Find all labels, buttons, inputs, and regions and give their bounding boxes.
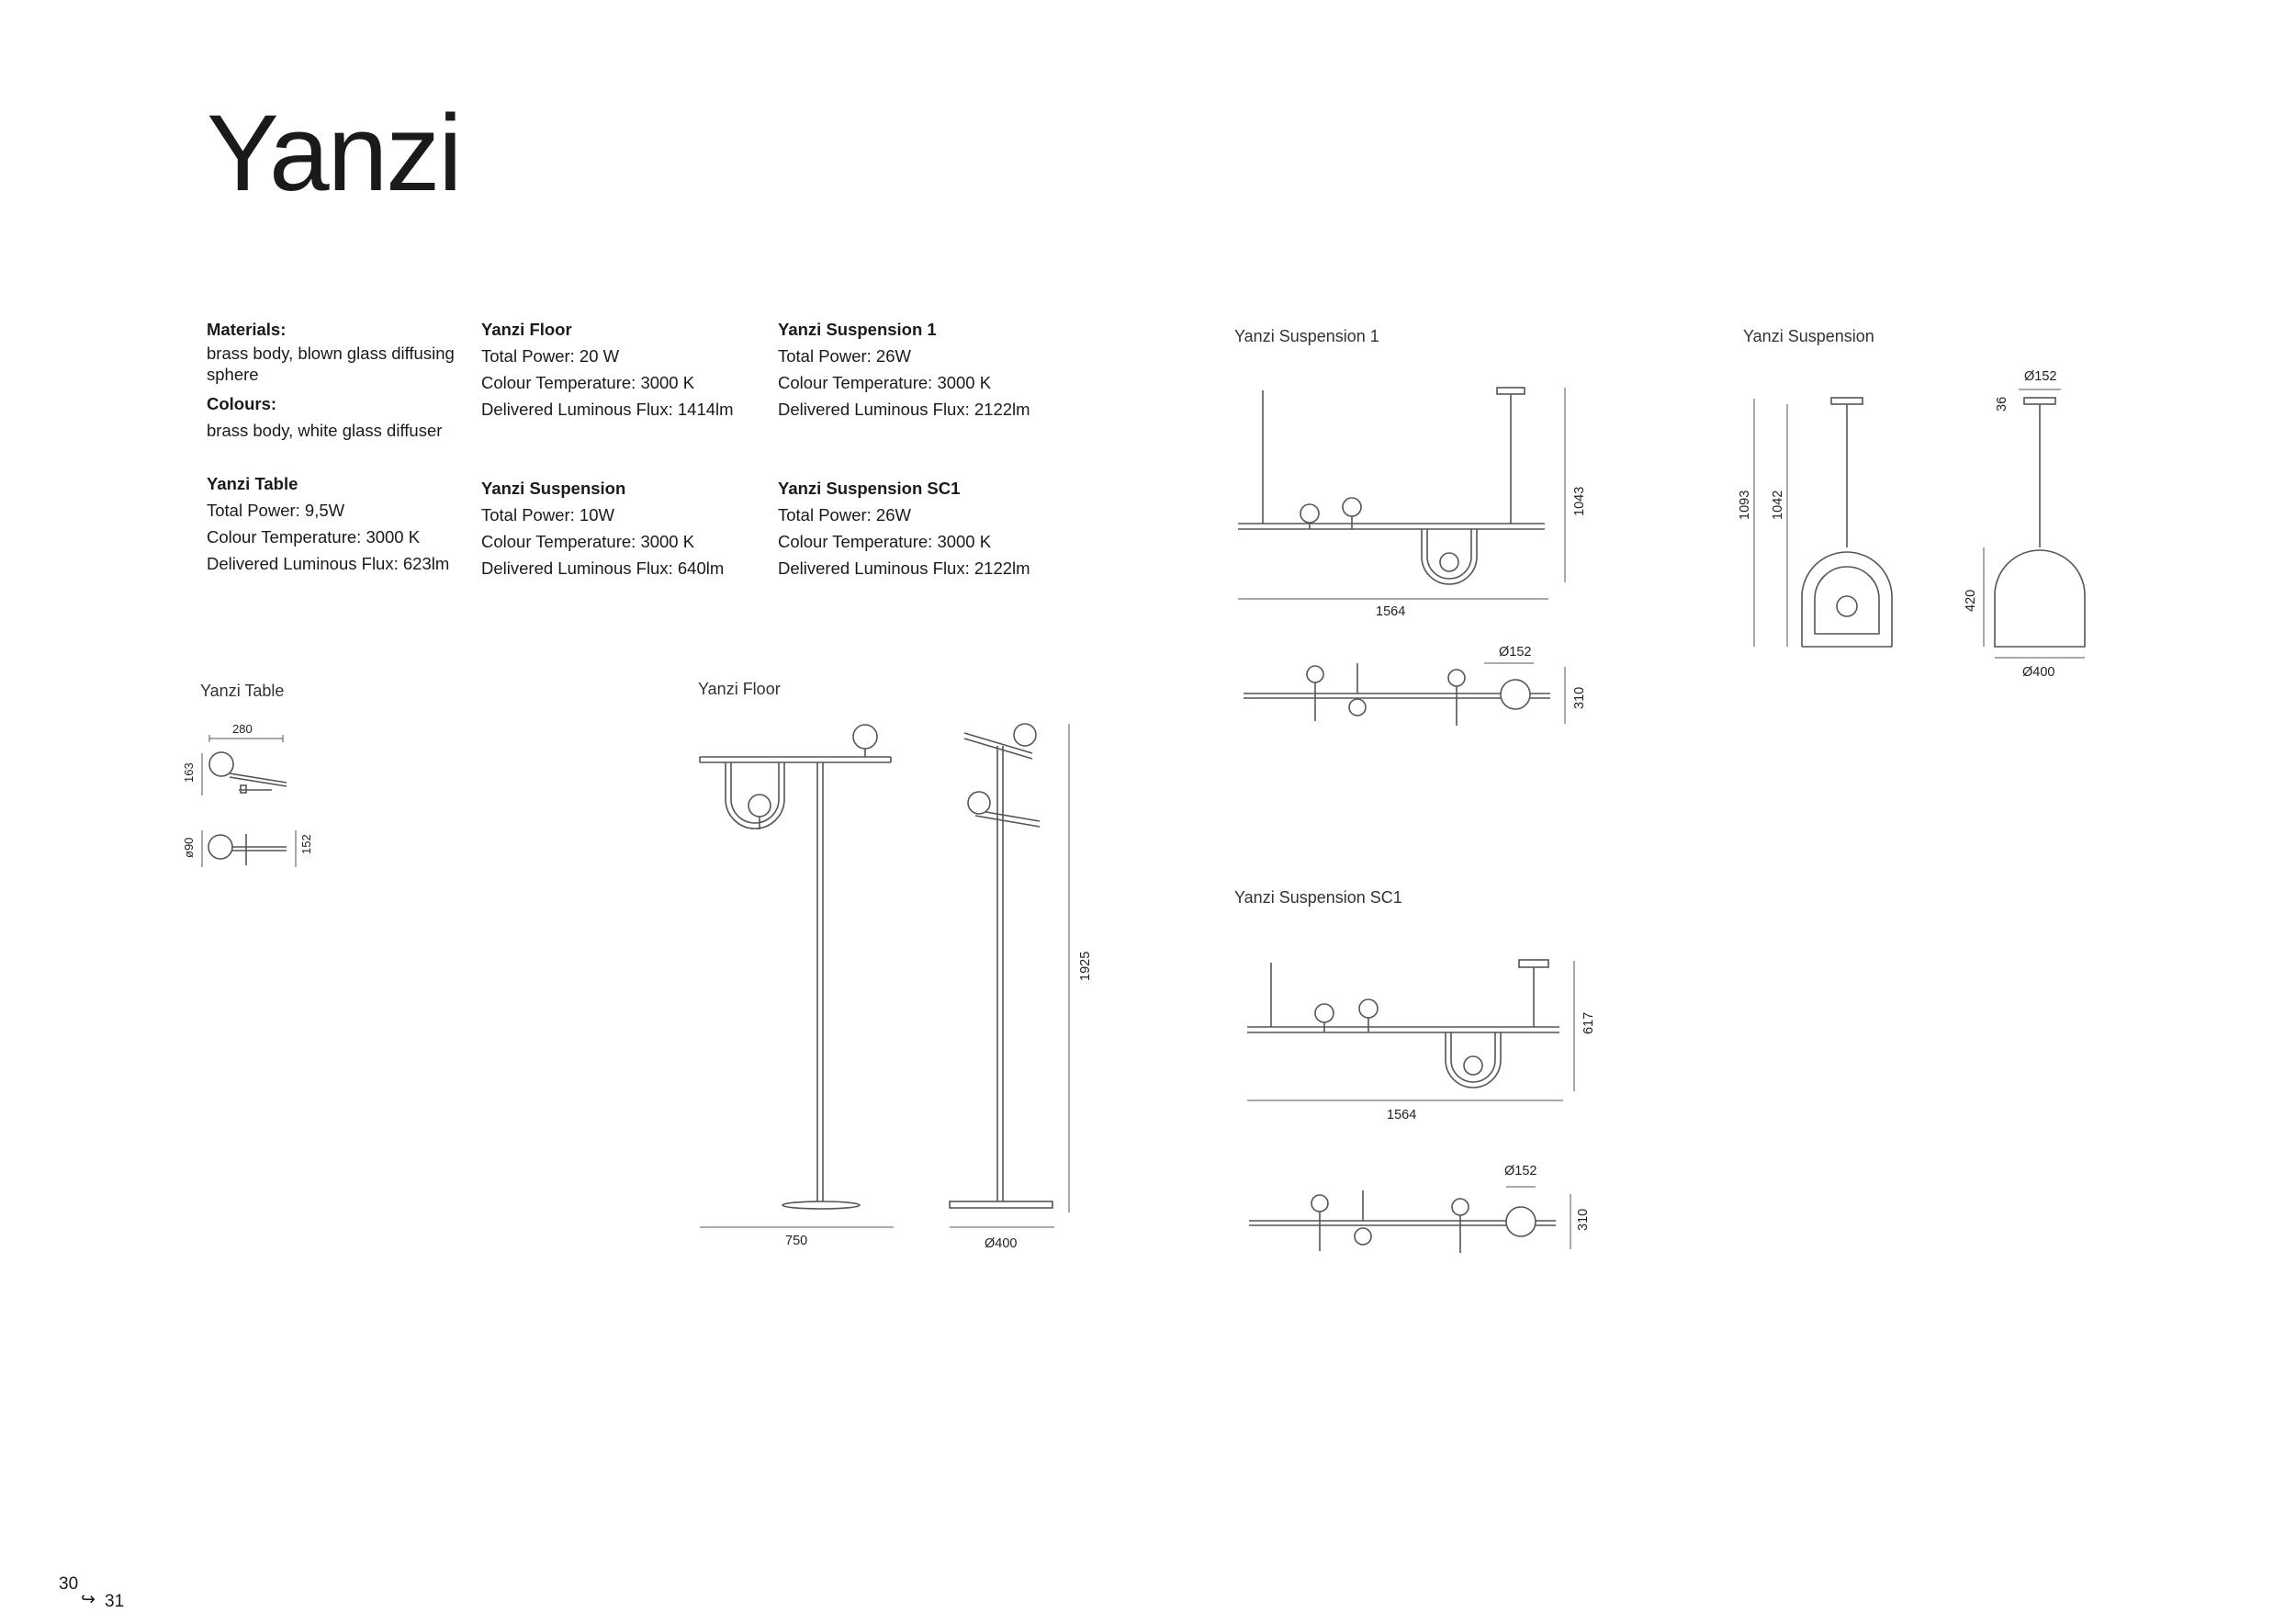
- floor-side-view: [950, 724, 1069, 1227]
- spec-temp: Colour Temperature: 3000 K: [207, 527, 421, 547]
- spec-flux: Delivered Luminous Flux: 623lm: [207, 554, 450, 573]
- suspension-1-front-view: [1238, 388, 1565, 599]
- caption-yanzi-table: Yanzi Table: [200, 682, 285, 700]
- spec-flux: Delivered Luminous Flux: 640lm: [481, 558, 725, 578]
- suspension-1-top-view: [1244, 663, 1565, 726]
- page-arrow-icon: ↪: [81, 1590, 96, 1609]
- table-top-view: [202, 830, 296, 867]
- suspension-sc1-front-view: [1247, 960, 1574, 1100]
- dim-suspension1-depth: 310: [1572, 686, 1587, 709]
- colours-heading: Colours:: [207, 394, 277, 413]
- dim-sc1-depth: 310: [1576, 1208, 1591, 1231]
- dim-suspension-total-height: 1093: [1738, 490, 1752, 520]
- caption-yanzi-suspension-sc1: Yanzi Suspension SC1: [1234, 888, 1402, 907]
- materials-text: brass body, blown glass diffusing sphere: [207, 344, 455, 384]
- dim-suspension-shade-height: 420: [1964, 589, 1978, 612]
- dim-suspension-canopy-height: 36: [1995, 396, 2009, 412]
- dim-sc1-width: 1564: [1387, 1108, 1417, 1122]
- dim-sc1-height: 617: [1581, 1011, 1596, 1034]
- spec-power: Total Power: 26W: [778, 346, 911, 366]
- caption-yanzi-suspension-1: Yanzi Suspension 1: [1234, 327, 1379, 345]
- dim-table-depth: 152: [299, 834, 313, 854]
- spec-temp: Colour Temperature: 3000 K: [481, 532, 695, 551]
- dim-suspension-shade-diameter: Ø400: [2022, 665, 2055, 680]
- spec-power: Total Power: 10W: [481, 505, 614, 524]
- spec-temp: Colour Temperature: 3000 K: [778, 532, 992, 551]
- dim-sc1-canopy: Ø152: [1504, 1164, 1537, 1179]
- colours-text: brass body, white glass diffuser: [207, 421, 443, 440]
- caption-yanzi-floor: Yanzi Floor: [698, 680, 781, 698]
- page-number-current: 30: [59, 1574, 79, 1594]
- spec-name: Yanzi Floor: [481, 320, 572, 339]
- dim-suspension1-height: 1043: [1572, 486, 1587, 516]
- caption-yanzi-suspension: Yanzi Suspension: [1743, 327, 1874, 345]
- spec-name: Yanzi Table: [207, 474, 298, 493]
- spec-power: Total Power: 26W: [778, 505, 911, 524]
- suspension-elevation-view: [1984, 389, 2085, 658]
- dim-floor-width: 750: [785, 1234, 808, 1248]
- suspension-section-view: [1754, 398, 1892, 647]
- spec-power: Total Power: 9,5W: [207, 501, 345, 520]
- dim-table-diameter: ø90: [182, 837, 196, 858]
- table-side-view: [202, 735, 287, 795]
- dim-table-width: 280: [232, 722, 253, 736]
- suspension-sc1-top-view: [1249, 1187, 1570, 1253]
- spec-flux: Delivered Luminous Flux: 2122lm: [778, 400, 1030, 419]
- spec-flux: Delivered Luminous Flux: 1414lm: [481, 400, 734, 419]
- dim-suspension-canopy: Ø152: [2024, 369, 2057, 384]
- spec-temp: Colour Temperature: 3000 K: [778, 373, 992, 392]
- dim-suspension1-width: 1564: [1376, 604, 1406, 619]
- spec-temp: Colour Temperature: 3000 K: [481, 373, 695, 392]
- floor-front-view: [700, 725, 894, 1227]
- spec-name: Yanzi Suspension SC1: [778, 479, 961, 498]
- spec-power: Total Power: 20 W: [481, 346, 620, 366]
- materials-heading: Materials:: [207, 320, 287, 339]
- page-number-next[interactable]: 31: [105, 1592, 125, 1611]
- page-title: Yanzi: [207, 93, 461, 214]
- dim-suspension1-canopy: Ø152: [1499, 645, 1532, 660]
- spec-name: Yanzi Suspension: [481, 479, 626, 498]
- spec-flux: Delivered Luminous Flux: 2122lm: [778, 558, 1030, 578]
- dim-suspension-height: 1042: [1771, 490, 1785, 520]
- spec-name: Yanzi Suspension 1: [778, 320, 937, 339]
- dim-floor-height: 1925: [1078, 951, 1093, 981]
- dim-floor-base: Ø400: [985, 1236, 1018, 1251]
- dim-table-height: 163: [182, 762, 196, 783]
